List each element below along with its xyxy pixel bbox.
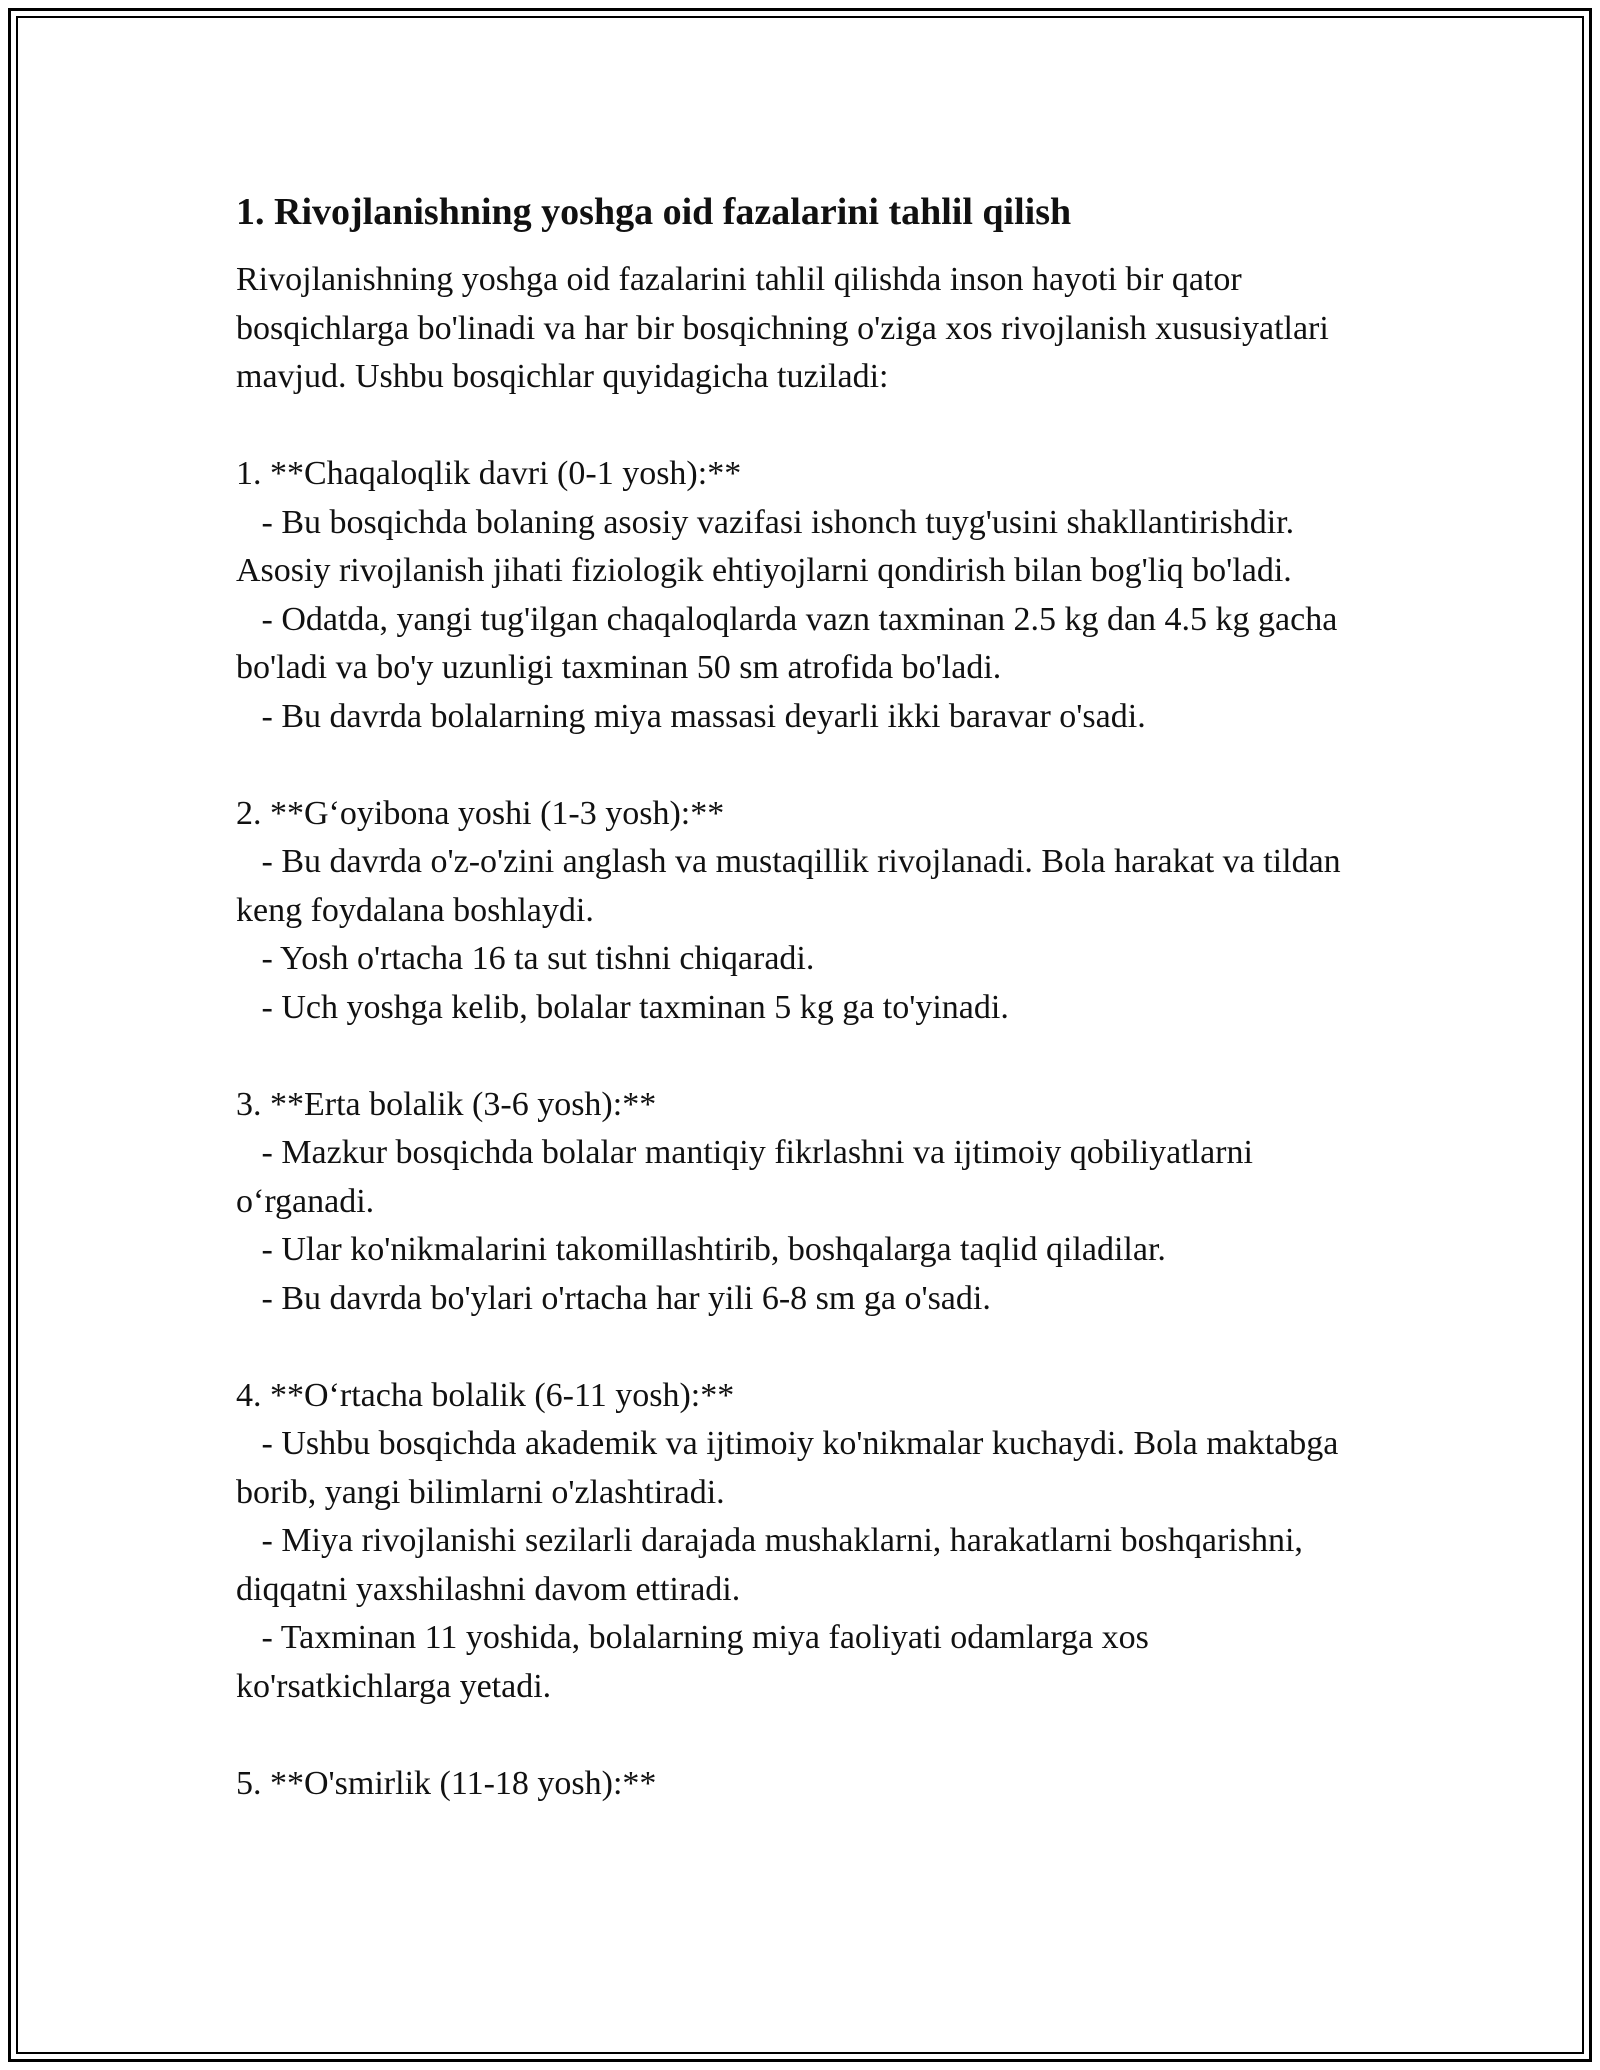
section-heading: 2. **G‘oyibona yoshi (1-3 yosh):** (236, 794, 725, 832)
list-item: - Ushbu bosqichda akademik va ijtimoiy ko'nikmalar kuchaydi. Bola maktabga borib, yangi bilimlarni o'zlashtiradi. (236, 1425, 1347, 1511)
section-4 (236, 1372, 1366, 1712)
section-3 (236, 1081, 1366, 1324)
list-item: - Uch yoshga kelib, bolalar taxminan 5 kg ga to'yinadi. (236, 988, 1009, 1026)
list-item: - Bu davrda bolalarning miya massasi deyarli ikki baravar o'sadi. (236, 697, 1146, 735)
section-heading: 4. **O‘rtacha bolalik (6-11 yosh):** (236, 1376, 735, 1414)
section-2 (236, 790, 1366, 1033)
section-heading: 1. **Chaqaloqlik davri (0-1 yosh):** (236, 455, 742, 492)
list-item: - Ular ko'nikmalarini takomillashtirib, boshqalarga taqlid qiladilar. (236, 1231, 1166, 1268)
blank-line (236, 1032, 1366, 1081)
list-item: - Taxminan 11 yoshida, bolalarning miya faoliyati odamlarga xos ko'rsatkichlarga yetadi. (236, 1619, 1158, 1705)
section-5 (236, 1760, 1366, 1809)
blank-line (236, 741, 1366, 790)
blank-line (236, 402, 1366, 451)
list-item: - Yosh o'rtacha 16 ta sut tishni chiqaradi. (236, 940, 815, 977)
document-content (236, 188, 1366, 1808)
list-item: - Bu bosqichda bolaning asosiy vazifasi ishonch tuyg'usini shakllantirishdir. Asosiy rivojlanish jihati fiziologik ehtiyojlarni qondirish bilan bog'liq bo'ladi. (236, 503, 1301, 589)
section-heading: 3. **Erta bolalik (3-6 yosh):** (236, 1085, 657, 1123)
list-item: - Mazkur bosqichda bolalar mantiqiy fikrlashni va ijtimoiy qobiliyatlarni o‘rganadi. (236, 1134, 1262, 1220)
intro-paragraph: Rivojlanishning yoshga oid fazalarini tahlil qilishda inson hayoti bir qator bosqichlarga bo'linadi va har bir bosqichning o'ziga xos rivojlanish xususiyatlari mavjud. Ushbu bosqichlar quyidagicha tuziladi: (236, 261, 1338, 395)
document-title: 1. Rivojlanishning yoshga oid fazalarini tahlil qilish (236, 191, 1072, 233)
blank-line (236, 1323, 1366, 1372)
section-heading: 5. **O'smirlik (11-18 yosh):** (236, 1764, 657, 1802)
list-item: - Odatda, yangi tug'ilgan chaqaloqlarda vazn taxminan 2.5 kg dan 4.5 kg gacha bo'ladi va bo'y uzunligi taxminan 50 sm atrofida bo'ladi. (236, 600, 1346, 686)
list-item: - Bu davrda bo'ylari o'rtacha har yili 6-8 sm ga o'sadi. (236, 1279, 991, 1317)
list-item: - Bu davrda o'z-o'zini anglash va mustaqillik rivojlanadi. Bola harakat va tildan keng foydalana boshlaydi. (236, 843, 1350, 929)
list-item: - Miya rivojlanishi sezilarli darajada mushaklarni, harakatlarni boshqarishni, diqqatni yaxshilashni davom ettiradi. (236, 1522, 1312, 1608)
section-1 (236, 450, 1366, 741)
blank-line (236, 1711, 1366, 1760)
